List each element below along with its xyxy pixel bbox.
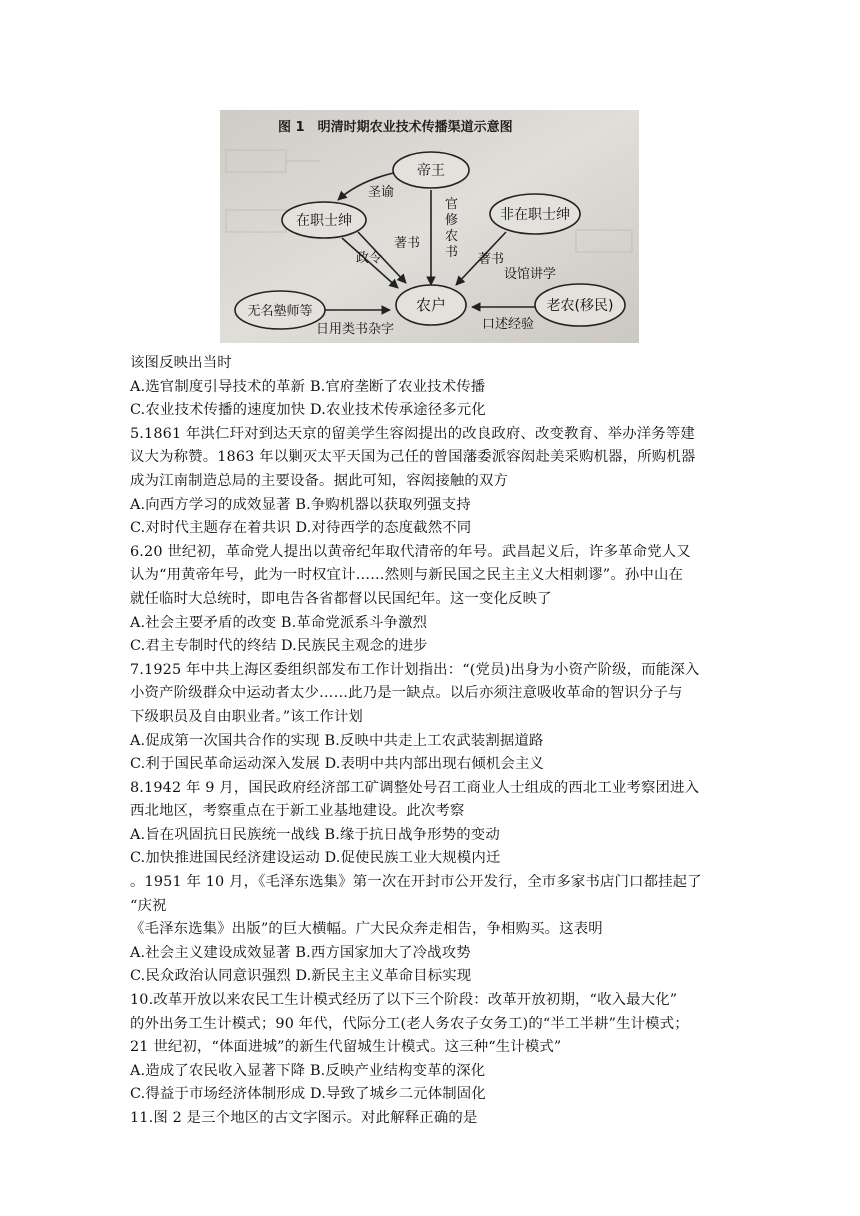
text-line: 就任临时大总统时，即电告各省都督以民国纪年。这一变化反映了 [130, 590, 552, 607]
text-line: A.促成第一次国共合作的实现 B.反映中共走上工农武装割据道路 [130, 732, 544, 749]
text-line: A.社会主义建设成效显著 B.西方国家加大了冷战攻势 [130, 944, 471, 961]
label-official-books-char: 书 [445, 245, 459, 260]
text-line: C.君主专制时代的终结 D.民族民主观念的进步 [130, 638, 428, 655]
node-teacher: 无名塾师等 [247, 304, 313, 319]
node-farmer: 农户 [415, 296, 447, 314]
text-line: A.选官制度引导技术的革新 B.官府垄断了农业技术传播 [130, 378, 486, 395]
text-line: C.农业技术传播的速度加快 D.农业技术传承途径多元化 [130, 402, 486, 419]
text-line: 该图反映出当时 [130, 355, 232, 371]
text-line: 西北地区，考察重点在于新工业基地建设。此次考察 [130, 803, 465, 820]
label-decree: 政令 [356, 251, 383, 266]
text-line: 成为江南制造总局的主要设备。据此可知，容闳接触的双方 [130, 472, 509, 489]
text-line: 的外出务工生计模式；90 年代，代际分工(老人务农子女务工)的“半工半耕”生计模式； [130, 1015, 689, 1032]
text-line: C.利于国民革命运动深入发展 D.表明中共内部出现右倾机会主义 [130, 756, 545, 773]
label-writing-2: 著书 [478, 252, 505, 267]
figure-1-diagram [220, 110, 639, 343]
text-line: 认为“用黄帝年号，此为一时权宜计……然则与新民国之民主主义大相刺谬”。孙中山在 [130, 567, 684, 584]
label-edict: 圣谕 [368, 185, 395, 200]
text-line: 议大为称赞。1863 年以剿灭太平天国为己任的曾国藩委派容闳赴美采购机器，所购机器 [130, 449, 696, 466]
text-line: 8.1942 年 9 月，国民政府经济部工矿调整处号召工商业人士组成的西北工业考察团进入 [130, 779, 700, 796]
label-oral: 口述经验 [482, 317, 535, 332]
text-line: 《毛泽东选集》出版”的巨大横幅。广大民众奔走相告，争相购买。这表明 [130, 921, 603, 938]
label-daily-books: 日用类书杂字 [316, 322, 395, 337]
label-school: 设馆讲学 [504, 267, 557, 282]
node-old-farmer: 老农(移民) [546, 298, 614, 314]
label-official-books-char: 修 [445, 213, 459, 228]
figure-1-photo [220, 110, 639, 343]
text-line: 小资产阶级群众中运动者太少……此乃是一缺点。以后亦须注意吸收革命的智识分子与 [130, 685, 683, 702]
text-line: 21 世纪初，“体面进城”的新生代留城生计模式。这三种“生计模式” [130, 1039, 562, 1056]
text-line: C.对时代主题存在着共识 D.对待西学的态度截然不同 [130, 520, 472, 537]
text-line: A.社会主要矛盾的改变 B.革命党派系斗争激烈 [130, 614, 428, 631]
text-line: 7.1925 年中共上海区委组织部发布工作计划指出：“(党员)出身为小资产阶级，而能深入 [130, 661, 700, 678]
text-line: 11.图 2 是三个地区的古文字图示。对此解释正确的是 [130, 1110, 478, 1126]
text-line: 10.改革开放以来农民工生计模式经历了以下三个阶段：改革开放初期，“收入最大化” [130, 992, 678, 1009]
text-line: 。1951 年 10 月，《毛泽东选集》第一次在开封市公开发行，全市多家书店门口都挂起了 [130, 874, 702, 891]
node-non-official-gentry: 非在职士绅 [500, 207, 570, 223]
text-line: A.造成了农民收入显著下降 B.反映产业结构变革的深化 [130, 1062, 486, 1079]
label-official-books-char: 农 [445, 229, 459, 244]
node-emperor: 帝王 [417, 163, 445, 179]
text-line: C.加快推进国民经济建设运动 D.促使民族工业大规模内迁 [130, 850, 501, 867]
text-line: 6.20 世纪初，革命党人提出以黄帝纪年取代清帝的年号。武昌起义后，许多革命党人又 [130, 543, 691, 560]
label-writing-1: 著书 [394, 236, 421, 251]
question-text [130, 352, 730, 1131]
text-line: A.向西方学习的成效显著 B.争购机器以获取列强支持 [130, 496, 471, 513]
text-line: “庆祝 [130, 897, 167, 914]
node-official-gentry: 在职士绅 [296, 213, 352, 229]
text-line: 5.1861 年洪仁玕对到达天京的留美学生容闳提出的改良政府、改变教育、举办洋务等建 [130, 425, 695, 442]
text-line: A.旨在巩固抗日民族统一战线 B.缘于抗日战争形势的变动 [130, 826, 500, 843]
text-line: C.得益于市场经济体制形成 D.导致了城乡二元体制固化 [130, 1086, 486, 1103]
figure-title: 图 1 明清时期农业技术传播渠道示意图 [278, 120, 513, 135]
text-line: 下级职员及自由职业者。”该工作计划 [130, 708, 363, 725]
text-line: C.民众政治认同意识强烈 D.新民主主义革命目标实现 [130, 968, 472, 985]
label-official-books-char: 官 [445, 197, 459, 212]
